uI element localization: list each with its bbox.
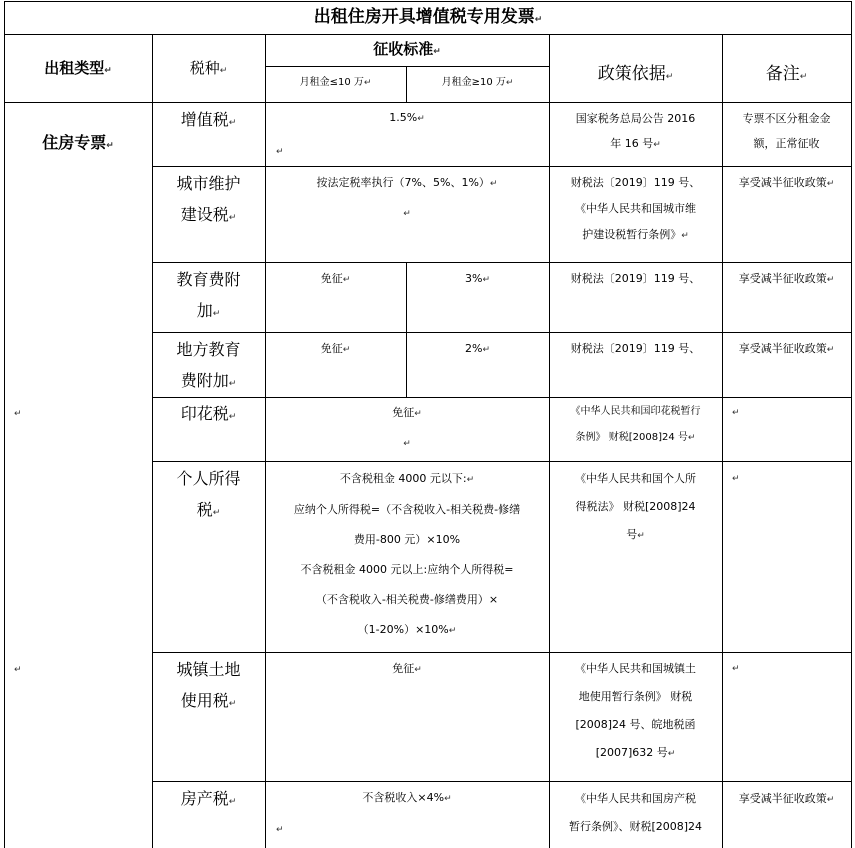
row-divider [152,332,852,333]
policy-basis: 财税法〔2019〕119 号、 《中华人民共和国城市维 护建设税暂行条例》↵ [570,176,701,241]
policy-basis: 《中华人民共和国房产税 暂行条例》、财税[2008]24 [568,792,703,833]
col-divider [152,34,153,848]
row-divider [152,262,852,263]
standard-value: 不含税收入×4%↵ [362,791,452,804]
header-standard: 征收标准↵ [373,40,441,58]
row-divider [4,34,852,35]
rent-type-value: 住房专票↵ [42,133,114,152]
table-border-top [4,1,852,2]
tax-name: 印花税↵ [180,404,237,423]
tax-name: 房产税↵ [180,789,237,808]
row-divider [152,781,852,782]
remark: 专票不区分租金金 额，正常征收 [742,112,831,150]
row-divider [265,66,549,67]
tax-name: 城镇土地 使用税↵ [176,660,241,710]
table-border-right [851,1,852,848]
standard-high: 3%↵ [465,272,490,285]
remark: 享受减半征收政策↵ [738,176,835,189]
standard-low: 免征↵ [320,342,351,355]
table-border-left [4,1,5,848]
tax-name: 增值税↵ [180,110,237,129]
policy-basis: 《中华人民共和国个人所 得税法》 财税[2008]24 号↵ [575,472,696,541]
header-rent-low: 月租金≤10 万↵ [299,77,372,88]
row-divider [152,461,852,462]
standard-low: 免征↵ [320,272,351,285]
policy-basis: 《中华人民共和国印花税暂行 条例》 财税[2008]24 号↵ [570,406,701,443]
policy-basis: 《中华人民共和国城镇土 地使用暂行条例》 财税 [2008]24 号、皖地税函 [2007]632 号↵ [575,662,696,759]
paragraph-mark: ↵ [276,825,284,835]
paragraph-mark: ↵ [732,408,740,418]
row-divider [4,102,852,103]
standard-value: 1.5%↵ [389,111,425,124]
standard-value: 免征↵ [392,406,422,419]
header-policy: 政策依据↵ [597,64,674,84]
tax-name: 个人所得 税↵ [176,469,241,519]
header-rent-type: 出租类型↵ [44,59,112,77]
paragraph-mark: ↵ [276,147,284,157]
remark: 享受减半征收政策↵ [738,342,835,355]
remark: 享受减半征收政策↵ [738,792,835,805]
page-title: 出租住房开具增值税专用发票↵ [313,7,543,27]
paragraph-mark: ↵ [732,664,740,674]
standard-high: 2%↵ [465,342,490,355]
tax-name: 地方教育 费附加↵ [176,340,241,390]
standard-formula: 不含税租金 4000 元以下:↵ 应纳个人所得税=（不含税收入-相关税费-修缮 费用-800 元）×10% 不含税租金 4000 元以上:应纳个人所得税= （不含税收入-相关税费-修缮费用）× （1-20%）×10%↵ [293,472,521,636]
remark: 享受减半征收政策↵ [738,272,835,285]
paragraph-mark: ↵ [403,209,411,219]
header-tax-type: 税种↵ [189,59,228,77]
paragraph-mark: ↵ [732,474,740,484]
paragraph-mark: ↵ [14,665,22,675]
header-rent-high: 月租金≥10 万↵ [441,77,514,88]
tax-name: 城市维护 建设税↵ [176,174,241,224]
policy-basis: 国家税务总局公告 2016 年 16 号↵ [575,112,696,150]
paragraph-mark: ↵ [14,409,22,419]
standard-value: 免征↵ [392,662,422,675]
row-divider [152,166,852,167]
header-remark: 备注↵ [765,64,808,84]
row-divider [152,652,852,653]
row-divider [152,397,852,398]
policy-basis: 财税法〔2019〕119 号、 [570,342,701,355]
tax-name: 教育费附 加↵ [176,270,241,320]
col-divider [722,34,723,848]
policy-basis: 财税法〔2019〕119 号、 [570,272,701,285]
standard-value: 按法定税率执行（7%、5%、1%）↵ [316,176,498,189]
paragraph-mark: ↵ [403,439,411,449]
